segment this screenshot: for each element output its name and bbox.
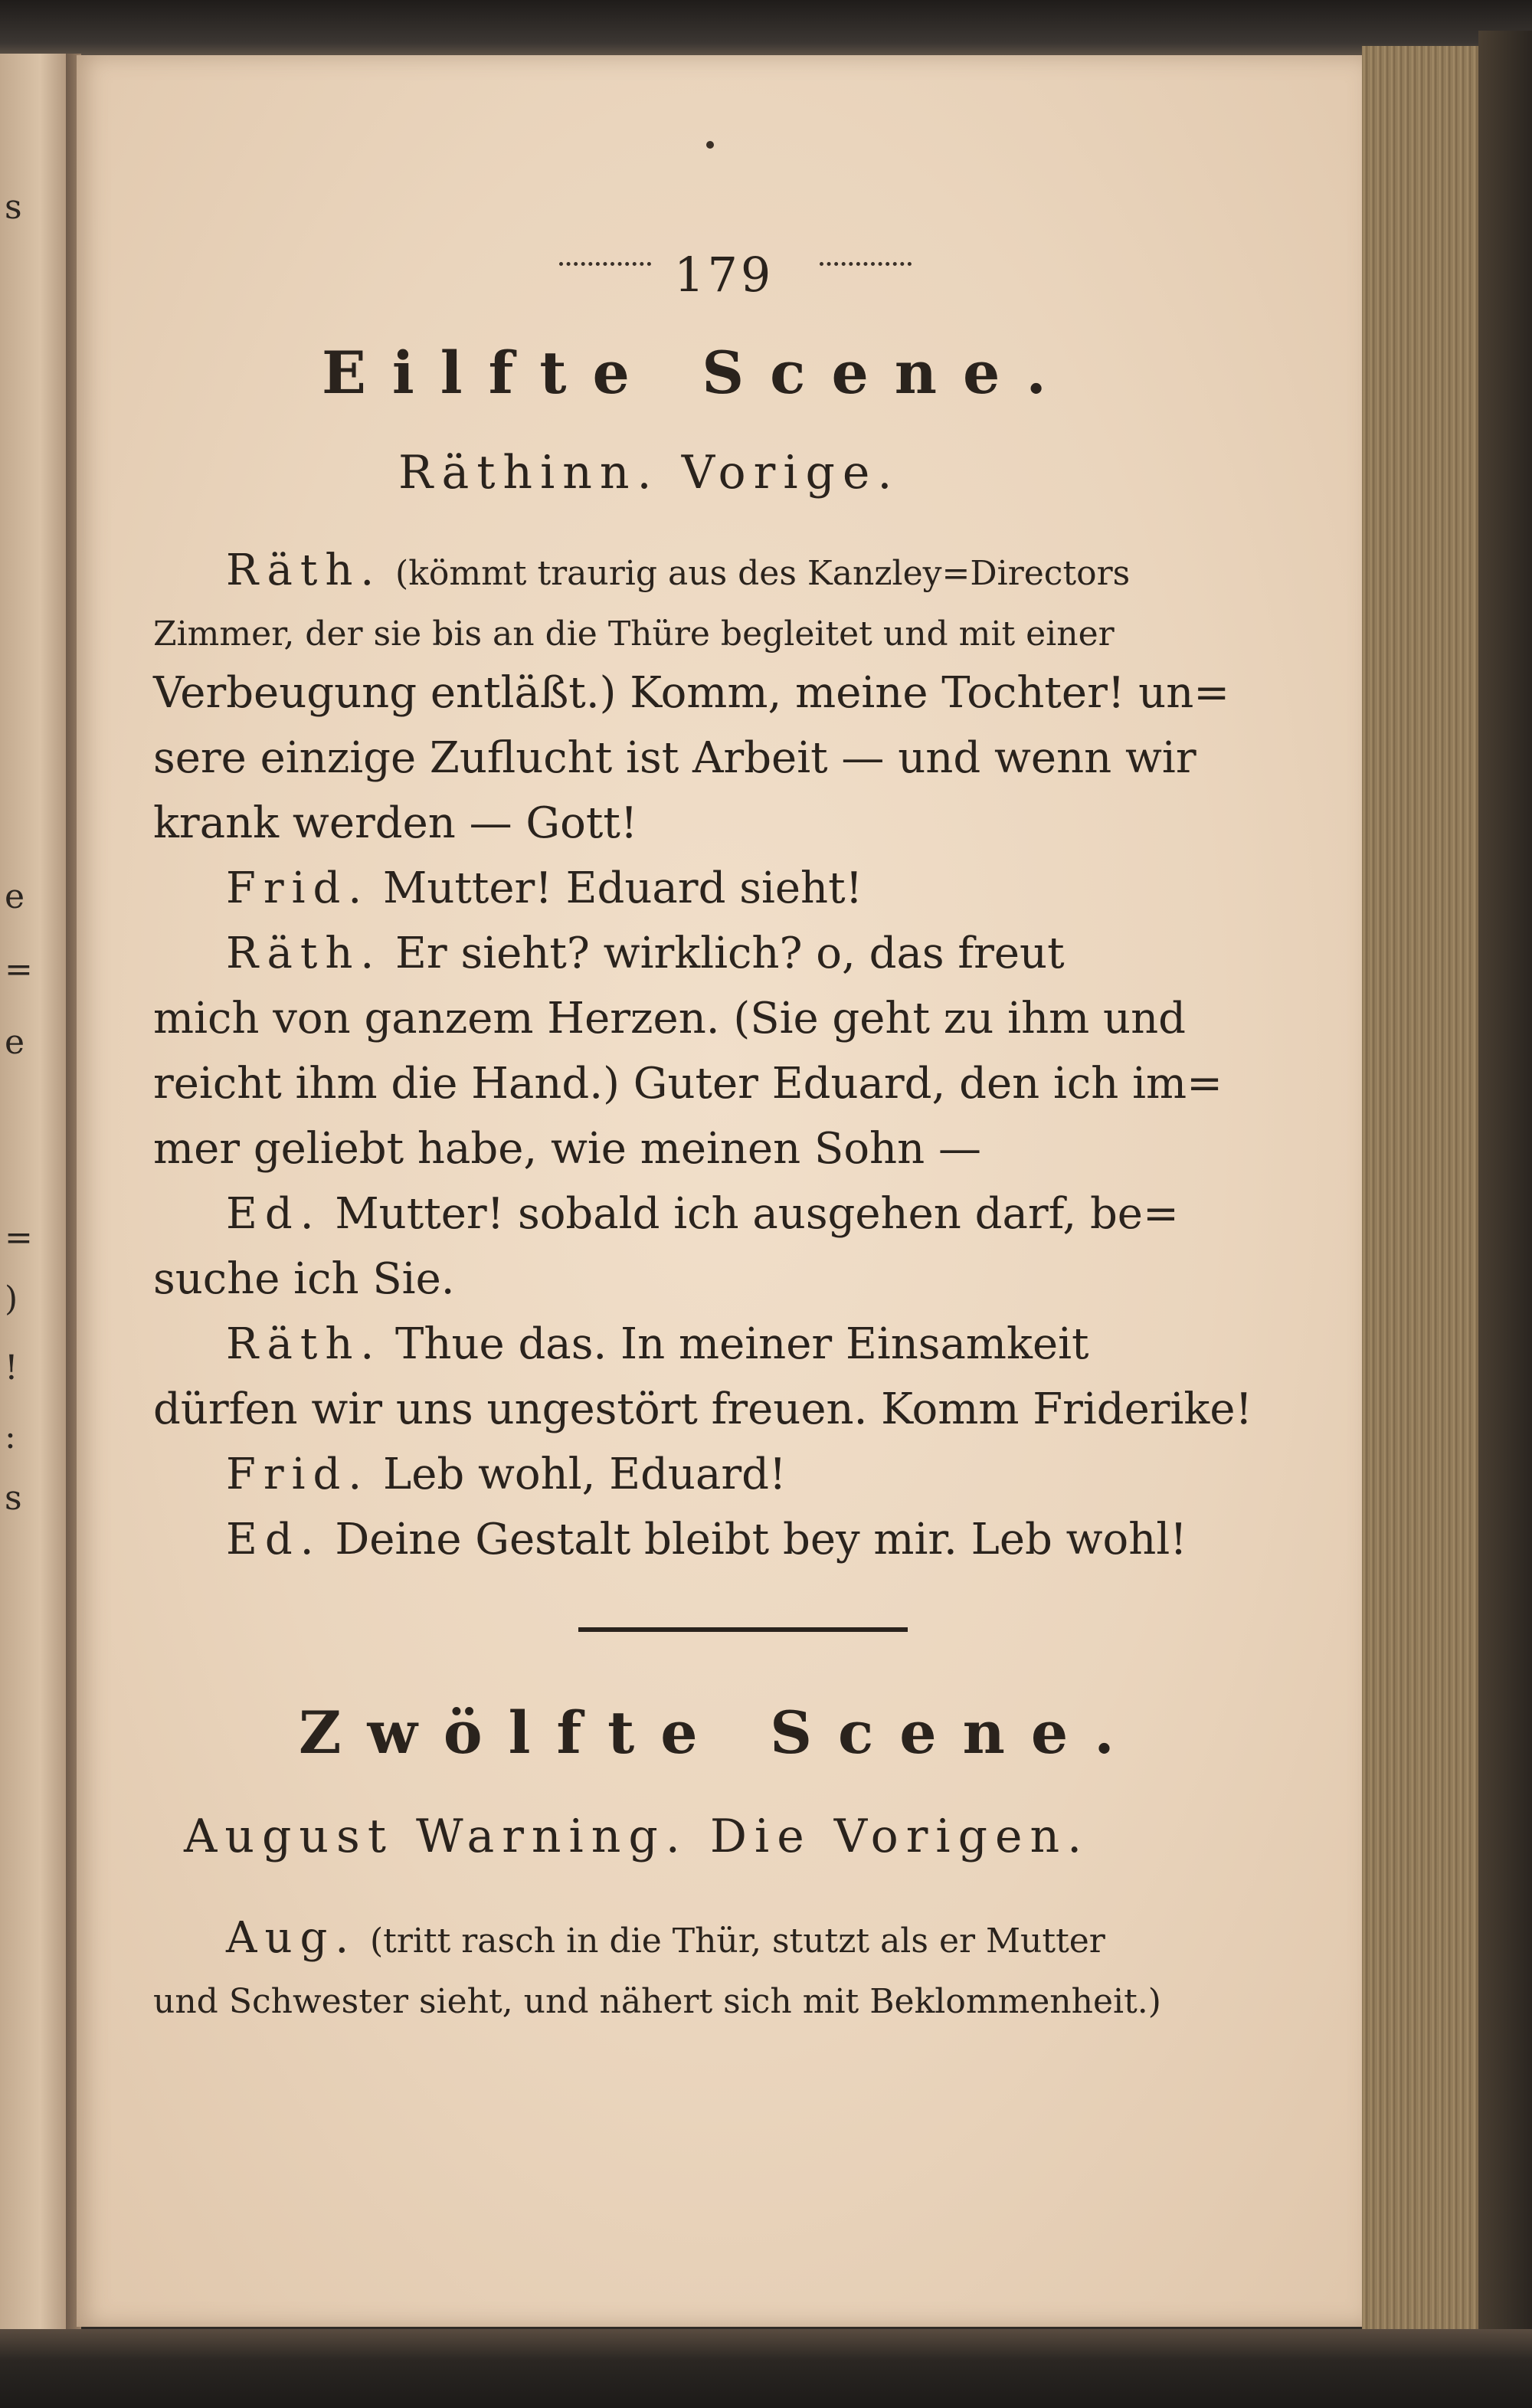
line-text: Er sieht? wirklich? o, das freut: [395, 929, 1065, 978]
dialogue-line: [226, 1515, 1187, 1564]
line-text: (tritt rasch in die Thür, stutzt als er Mutter: [369, 1921, 1105, 1961]
line-text: Leb wohl, Eduard!: [383, 1450, 787, 1499]
speaker: Räth.: [226, 545, 382, 595]
left-page-fragment: s: [5, 1479, 22, 1518]
left-page-fragment: :: [5, 1417, 16, 1456]
dialogue-line: [226, 1913, 1105, 1963]
speaker: Frid.: [226, 1450, 370, 1499]
line-text: Mutter! sobald ich ausgehen darf, be=: [335, 1189, 1179, 1239]
speaker: Aug.: [226, 1913, 357, 1963]
line-text: Thue das. In meiner Einsamkeit: [395, 1319, 1089, 1369]
paper-speck: [706, 141, 714, 149]
left-page-fragment: e: [5, 1023, 25, 1062]
left-facing-page: [0, 54, 73, 2337]
dialogue-line: [226, 1189, 1179, 1239]
scene-12-heading: Zwölfte Scene.: [299, 1699, 1141, 1767]
dialogue-line: suche ich Sie.: [153, 1254, 455, 1304]
left-page-fragment: e: [5, 877, 25, 916]
speaker: Frid.: [226, 863, 370, 913]
dialogue-line: und Schwester sieht, und nähert sich mit Beklommenheit.): [153, 1982, 1161, 2021]
header-ornament-left: [559, 262, 651, 281]
speaker: Ed.: [226, 1189, 322, 1239]
left-page-fragment: s: [5, 188, 22, 227]
scene-12-cast: August Warning. Die Vorigen.: [184, 1810, 1090, 1863]
dialogue-line: Zimmer, der sie bis an die Thüre begleitet und mit einer: [153, 614, 1115, 654]
page-number: 179: [674, 247, 774, 303]
left-page-fragment: =: [5, 950, 33, 989]
dialogue-line: [226, 1319, 1089, 1369]
dialogue-line: mich von ganzem Herzen. (Sie geht zu ihm und: [153, 994, 1187, 1043]
scene-11-cast: Räthinn. Vorige.: [398, 446, 900, 500]
dialogue-line: reicht ihm die Hand.) Guter Eduard, den ich im=: [153, 1059, 1223, 1109]
line-text: Mutter! Eduard sieht!: [383, 863, 863, 913]
dialogue-line: dürfen wir uns ungestört freuen. Komm Friderike!: [153, 1384, 1252, 1434]
dialogue-line: [226, 545, 1130, 595]
dialogue-line: krank werden — Gott!: [153, 798, 638, 848]
dialogue-line: sere einzige Zuflucht ist Arbeit — und wenn wir: [153, 733, 1196, 783]
left-page-fragment: =: [5, 1218, 33, 1257]
scene-11-heading: Eilfte Scene.: [322, 339, 1072, 407]
dialogue-line: [226, 1450, 787, 1499]
left-page-fragment: ): [5, 1279, 18, 1319]
page-header: [544, 247, 919, 308]
header-ornament-right: [820, 262, 912, 281]
book-bottom-edge: [0, 2329, 1532, 2408]
dialogue-line: Verbeugung entläßt.) Komm, meine Tochter! un=: [153, 668, 1230, 718]
line-text: (kömmt traurig aus des Kanzley=Directors: [395, 554, 1131, 593]
book-top-edge: [0, 0, 1532, 61]
speaker: Räth.: [226, 929, 382, 978]
scene-divider: [578, 1627, 908, 1632]
book-cover-edge: [1478, 31, 1532, 2344]
speaker: Ed.: [226, 1515, 322, 1564]
dialogue-line: [226, 929, 1065, 978]
dialogue-line: mer geliebt habe, wie meinen Sohn —: [153, 1124, 981, 1174]
line-text: Deine Gestalt bleibt bey mir. Leb wohl!: [335, 1515, 1187, 1564]
left-page-fragment: !: [5, 1348, 18, 1387]
speaker: Räth.: [226, 1319, 382, 1369]
right-page: [77, 55, 1363, 2327]
dialogue-line: [226, 863, 863, 913]
